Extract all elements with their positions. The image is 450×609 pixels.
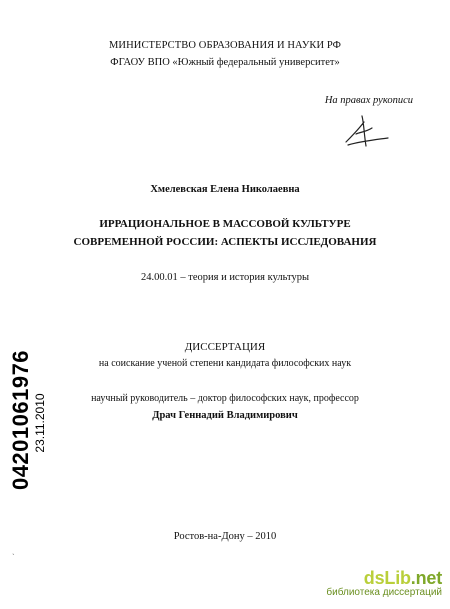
watermark-subtitle: библиотека диссертаций <box>326 587 442 598</box>
degree-statement: на соискание ученой степени кандидата философских наук <box>98 358 352 369</box>
stamp-date: 23.11.2010 <box>33 393 47 453</box>
dissertation-title-line-2: СОВРЕМЕННОЙ РОССИИ: АСПЕКТЫ ИССЛЕДОВАНИЯ <box>73 236 377 248</box>
watermark-logo-main: dsLib <box>363 568 411 588</box>
dissertation-title-line-1: ИРРАЦИОНАЛЬНОЕ В МАССОВОЙ КУЛЬТУРЕ <box>99 218 351 230</box>
specialty-code: 24.00.01 – теория и история культуры <box>141 272 309 283</box>
document-type: ДИССЕРТАЦИЯ <box>184 341 266 353</box>
author-name: Хмелевская Елена Николаевна <box>150 184 300 195</box>
ministry-heading: МИНИСТЕРСТВО ОБРАЗОВАНИЯ И НАУКИ РФ <box>108 40 342 51</box>
handwritten-signature <box>342 112 390 150</box>
rights-note: На правах рукописи <box>324 95 413 106</box>
watermark-logo-domain: .net <box>410 568 442 588</box>
watermark-logo <box>312 568 442 589</box>
university-heading: ФГАОУ ВПО «Южный федеральный университет» <box>110 57 340 68</box>
supervisor-role: научный руководитель – доктор философских наук, профессор <box>91 393 359 404</box>
stamp-id-number: 04201061976 <box>8 349 33 491</box>
scan-mark: ˎ <box>12 546 15 555</box>
watermark <box>312 568 442 598</box>
supervisor-name: Драч Геннадий Владимирович <box>152 410 298 421</box>
city-year: Ростов-на-Дону – 2010 <box>173 531 277 542</box>
